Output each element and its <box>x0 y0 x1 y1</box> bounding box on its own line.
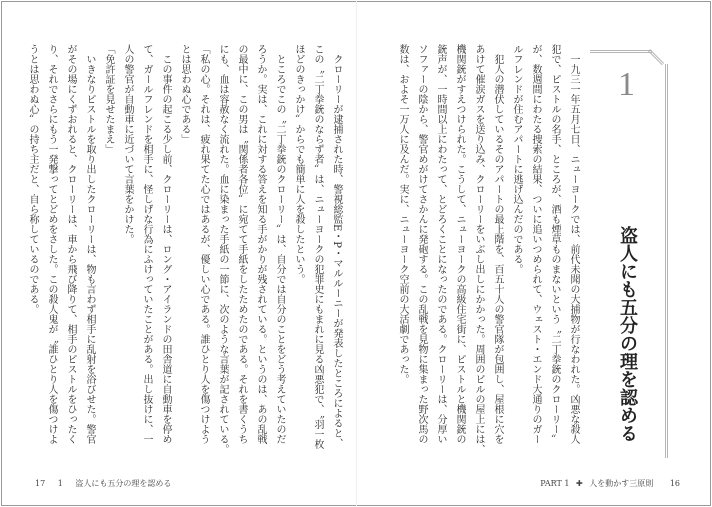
text-line: 犯で、ピストルの名手、ところが、酒も煙草ものまないという〝二丁拳銃のクローリー〟 <box>549 44 560 444</box>
page-number: 16 <box>669 479 680 488</box>
text-line: 一九三一年五月七日、ニューヨークでは、前代未聞の大捕物が行なわれた。凶悪な殺人 <box>568 44 579 444</box>
text-line: 「免許証を見せたまえ」 <box>103 44 114 154</box>
chapter-frame-side-rule <box>665 64 668 458</box>
text-line: ほどのきっかけ〟からでも簡単に人を殺したという。 <box>293 44 304 284</box>
text-line: にも、血は容赦なく流れた。血に染まった手紙の一節に、次のような言葉が記されている。 <box>217 44 228 454</box>
text-line: あけて催涙ガスを送り込み、クローリーをいぶし出しにかかった。周囲のビルの屋上には、 <box>473 44 484 454</box>
text-line: 犯人の潜伏しているそのアパートの最上階を、百五十人の警官隊が包囲し、屋根に穴を <box>492 44 503 444</box>
text-line: り、それでさらにもう一発撃ってとどめをさした。この殺人鬼が〝誰ひとり人を傷つけよ <box>46 44 57 444</box>
text-line: この事件の起こる少し前、クローリーは、ロング・アイランドの田舎道に自動車を停め <box>160 44 171 444</box>
text-line: 「私の心。それは、疲れ果てた心ではあるが、優しい心である。誰ひとり人を傷つけよう <box>198 44 209 444</box>
left-page-body <box>23 44 346 454</box>
running-chapter-title: 盗人にも五分の理を認める <box>75 479 172 488</box>
text-line: 人の警官が自動車に近づいて言葉をかけた。 <box>122 44 133 244</box>
text-line: クローリーが逮捕された時、警視総監E・P・マルルーニーが発表したところによると、 <box>331 44 342 449</box>
text-line: ところでこの〝二丁拳銃のクローリー〟は、自分では自分のことをどう考えていたのだ <box>274 44 285 444</box>
text-line: ろうか。実は、これに対する答えを知る手がかりが残されている。というのは、あの乱戦 <box>255 44 266 444</box>
text-line: が、数週間にわたる捜索の結果、ついに追いつめられて、ウェスト・エンド大通りのガー <box>530 44 541 444</box>
text-line: の最中に、この男は〝関係者各位〟に宛てて手紙をしたためたのである。それを書くうち <box>236 44 247 444</box>
page-fold <box>356 0 357 507</box>
text-line: とは思わぬ心である」 <box>179 44 190 144</box>
text-line: 数は、およそ一万人に及んだ。実に、ニューヨーク空前の大活劇であった。 <box>397 44 408 384</box>
chapter-frame-corner <box>646 49 664 67</box>
running-part-label: PART 1 <box>540 479 570 488</box>
chapter-frame-top-rule <box>590 50 652 53</box>
page-number: 17 <box>35 479 46 488</box>
chapter-title: 盗人にも五分の理を認める <box>617 226 638 442</box>
text-line: ルフレンドが住むアパートに逃げ込んだのである。 <box>511 44 522 274</box>
text-line: 銃声が、一時間以上にわたって、とどろくことになったのである。クローリーは、分厚い <box>435 44 446 444</box>
left-page-footer <box>35 478 181 489</box>
text-line: この〝二丁拳銃のならず者〟は、ニューヨークの犯罪史にもまれに見る凶悪犯で、〝羽一枚 <box>312 44 323 449</box>
running-chapter-number: 1 <box>57 479 63 488</box>
cross-ornament-icon: ✚ <box>576 479 583 488</box>
text-line: て、ガールフレンドを相手に、怪しげな行為にふけっていたことがある。出し抜けに、一 <box>141 44 152 444</box>
chapter-number: 1 <box>618 66 635 103</box>
right-page-body <box>393 44 583 454</box>
text-line: うとは思わぬ心〟の持ち主だと、自ら称しているのである。 <box>27 44 38 314</box>
text-line: がその場にくずおれると、クローリーは、車から飛び降りて、相手のピストルをひったく <box>65 44 76 444</box>
right-page-footer <box>536 478 680 489</box>
text-line: 機関銃がすえつけられた。こうして、ニューヨークの高級住宅街に、ピストルと機関銃の <box>454 44 465 444</box>
running-part-title: 人を動かす三原則 <box>589 479 654 488</box>
text-line: いきなりピストルを取り出したクローリーは、物も言わず相手に乱射を浴びせた。警官 <box>84 44 95 444</box>
text-line: ソファーの陰から、警官めがけてさかんに発砲する。この乱戦を見物に集まった野次馬の <box>416 44 427 444</box>
